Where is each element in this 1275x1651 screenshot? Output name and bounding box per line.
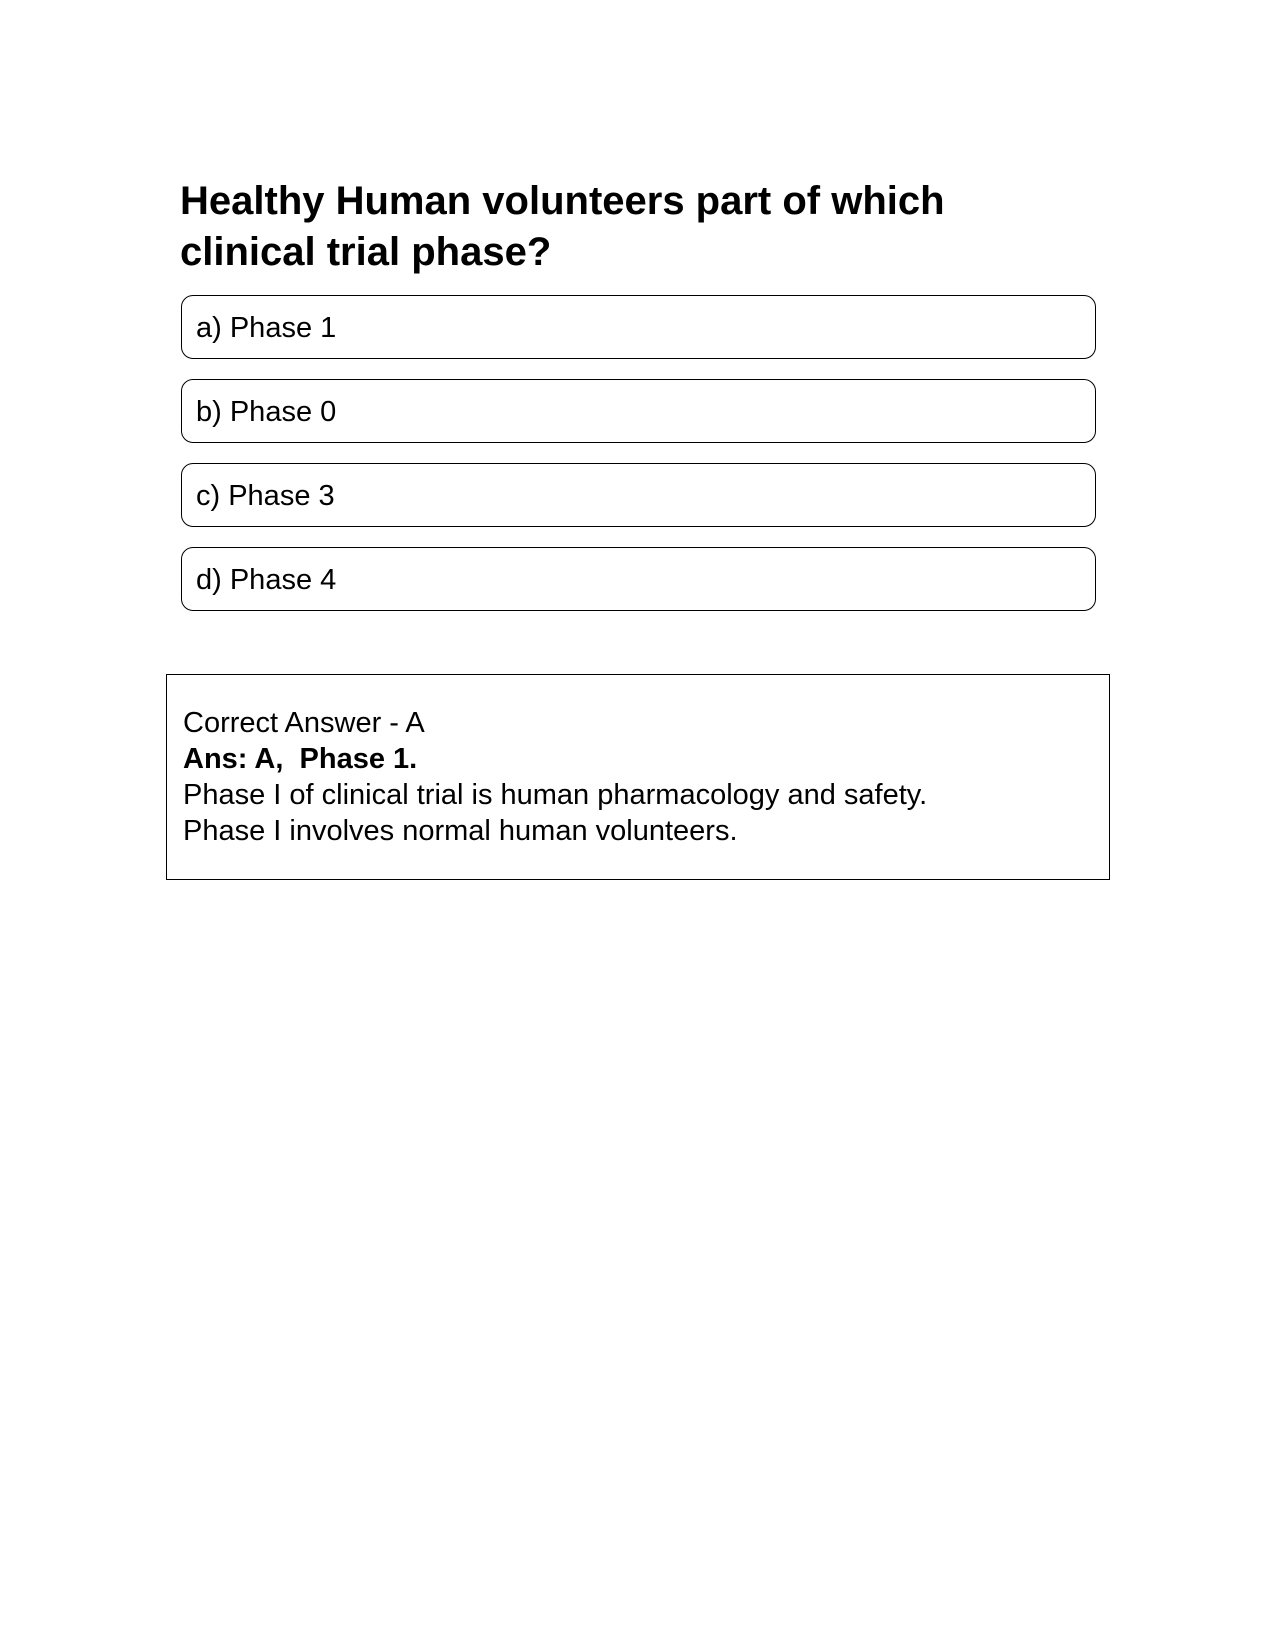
- explanation-line: Phase I of clinical trial is human pharmacology and safety.: [183, 779, 928, 811]
- correct-answer-text: Correct Answer - A: [183, 707, 425, 739]
- option-c[interactable]: c) Phase 3: [181, 463, 1096, 527]
- option-b[interactable]: b) Phase 0: [181, 379, 1096, 443]
- answer-explanation-box: [166, 674, 1110, 880]
- option-a[interactable]: a) Phase 1: [181, 295, 1096, 359]
- explanation-line: Phase I involves normal human volunteers.: [183, 815, 738, 847]
- option-d[interactable]: d) Phase 4: [181, 547, 1096, 611]
- question-title: Healthy Human volunteers part of which clinical trial phase?: [180, 179, 945, 274]
- answer-heading: Ans: A, Phase 1.: [183, 743, 418, 775]
